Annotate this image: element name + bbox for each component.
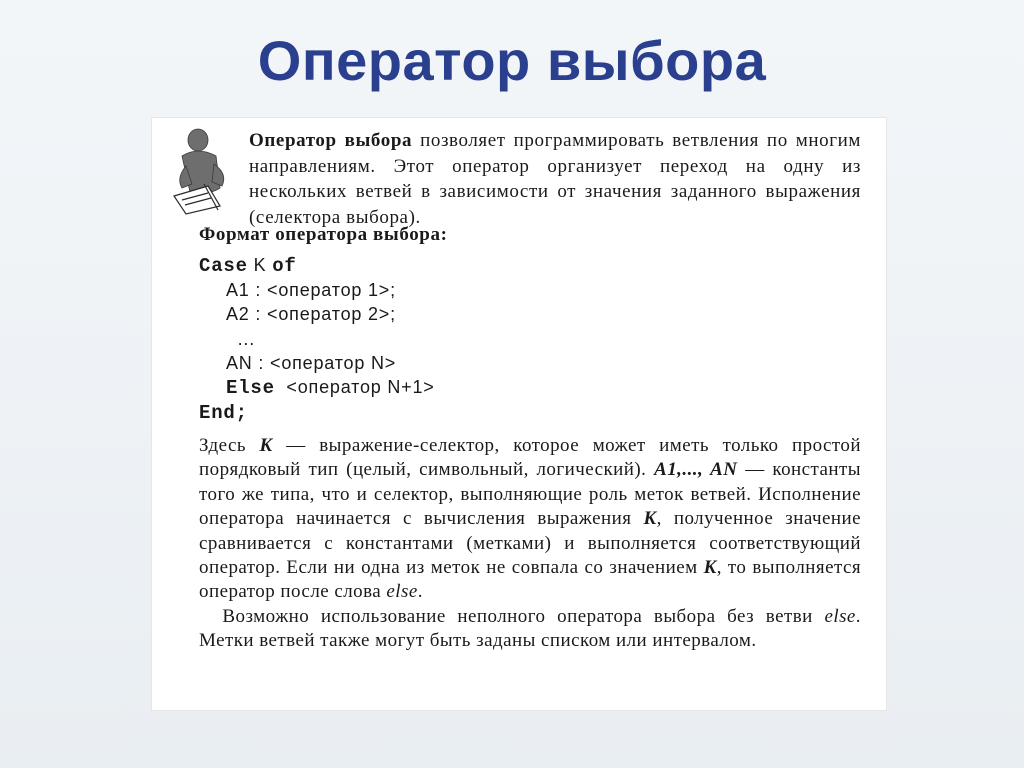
case-keyword: Case	[199, 255, 248, 277]
desc-else-word: else	[824, 605, 856, 627]
else-text: <оператор N+1>	[274, 377, 435, 398]
desc-text: Здесь	[199, 435, 260, 456]
desc-text: — выражение-селектор, которое может иметь только простой порядковый тип (целый, символьный, логический).	[199, 435, 861, 481]
format-heading: Формат оператора выбора:	[199, 224, 448, 245]
desc-var-k: K	[259, 435, 273, 456]
desc-text: .	[417, 581, 423, 603]
desc-var-k: K	[643, 508, 657, 530]
intro-term: Оператор выбора	[249, 130, 413, 151]
desc-text: — константы того же типа, что и селектор, выполняющие роль меток ветвей. Исполнение оператора начинается с вычисления выражения	[199, 459, 861, 530]
textbook-page	[152, 118, 886, 710]
end-keyword: End;	[199, 402, 248, 425]
desc-var-k: K	[703, 557, 717, 579]
thinking-person-icon	[168, 126, 236, 216]
desc-var-a1-an: A1,..., AN	[654, 459, 738, 481]
code-block	[199, 253, 435, 425]
case-variable: K	[247, 255, 273, 275]
else-keyword: Else	[226, 377, 275, 400]
code-line-else	[199, 375, 435, 400]
desc-text: Возможно использование неполного оператора выбора без ветви	[222, 605, 825, 627]
slide-title: Оператор выбора	[257, 29, 767, 92]
desc-text: , полученное значение сравнивается с константами (метками) и выполняется соответствующий оператор. Если ни одна из меток не совпала со значением	[199, 508, 861, 579]
code-line-dots: ...	[226, 328, 256, 349]
intro-paragraph	[249, 128, 861, 230]
of-keyword: of	[272, 255, 297, 277]
description-paragraph-2	[199, 605, 861, 654]
code-line-case	[199, 253, 435, 278]
code-line-end	[199, 400, 435, 425]
code-line-an: AN : <оператор N>	[226, 352, 397, 373]
description-text	[199, 434, 861, 654]
code-line-a1: A1 : <оператор 1>;	[226, 280, 396, 301]
desc-text: , то выполняется оператор после слова	[199, 557, 862, 603]
code-line-a2: A2 : <оператор 2>;	[226, 304, 396, 325]
desc-else-word: else	[386, 581, 418, 603]
desc-text: . Метки ветвей также могут быть заданы списком или интервалом.	[199, 605, 861, 652]
intro-text: позволяет программировать ветвления по многим направлениям. Этот оператор организует переход на одну из нескольких ветвей в зависимости от значения заданного выражения (селектора выбора).	[249, 130, 862, 228]
description-paragraph-1	[199, 434, 861, 605]
